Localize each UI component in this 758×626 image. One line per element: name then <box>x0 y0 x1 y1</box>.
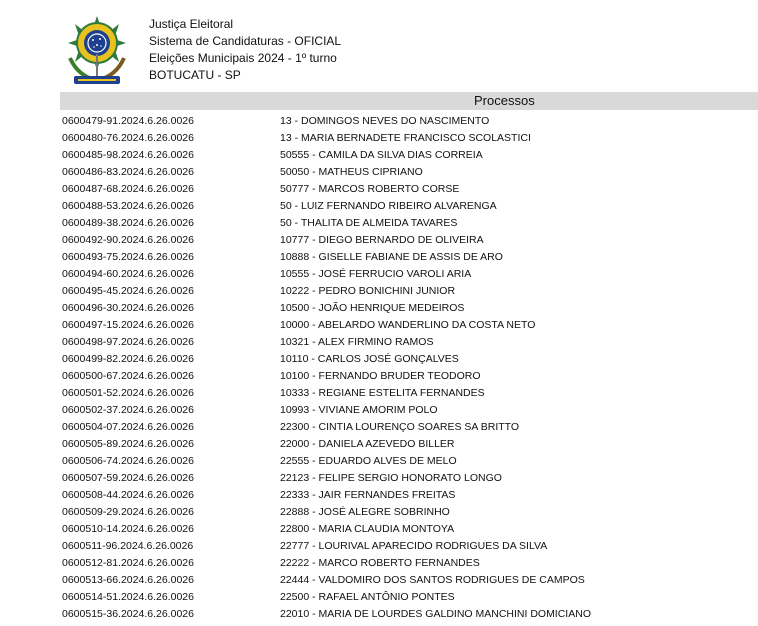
city-name: BOTUCATU - SP <box>149 68 241 82</box>
process-number: 0600505-89.2024.6.26.0026 <box>62 438 194 450</box>
list-item <box>60 555 758 572</box>
candidate-name: 22500 - RAFAEL ANTÔNIO PONTES <box>280 591 455 603</box>
org-name: Justiça Eleitoral <box>149 17 234 31</box>
process-number: 0600514-51.2024.6.26.0026 <box>62 591 194 603</box>
list-item <box>60 130 758 147</box>
candidate-name: 50777 - MARCOS ROBERTO CORSE <box>280 183 460 195</box>
process-number: 0600492-90.2024.6.26.0026 <box>62 234 194 246</box>
process-number: 0600501-52.2024.6.26.0026 <box>62 387 194 399</box>
candidate-name: 50 - LUIZ FERNANDO RIBEIRO ALVARENGA <box>280 200 497 212</box>
candidate-name: 10993 - VIVIANE AMORIM POLO <box>280 404 438 416</box>
process-number: 0600515-36.2024.6.26.0026 <box>62 608 194 620</box>
candidate-name: 22555 - EDUARDO ALVES DE MELO <box>280 455 457 467</box>
list-item <box>60 147 758 164</box>
process-number: 0600486-83.2024.6.26.0026 <box>62 166 194 178</box>
candidate-name: 22222 - MARCO ROBERTO FERNANDES <box>280 557 480 569</box>
list-item <box>60 215 758 232</box>
candidate-name: 13 - DOMINGOS NEVES DO NASCIMENTO <box>280 115 490 127</box>
process-number: 0600480-76.2024.6.26.0026 <box>62 132 194 144</box>
process-number: 0600494-60.2024.6.26.0026 <box>62 268 194 280</box>
candidate-name: 22777 - LOURIVAL APARECIDO RODRIGUES DA SILVA <box>280 540 548 552</box>
list-item <box>60 283 758 300</box>
process-number: 0600512-81.2024.6.26.0026 <box>62 557 194 569</box>
document-header <box>149 16 341 84</box>
list-item <box>60 504 758 521</box>
process-number: 0600506-74.2024.6.26.0026 <box>62 455 194 467</box>
candidate-name: 10222 - PEDRO BONICHINI JUNIOR <box>280 285 456 297</box>
candidate-name: 13 - MARIA BERNADETE FRANCISCO SCOLASTICI <box>280 132 531 144</box>
list-item <box>60 487 758 504</box>
list-item <box>60 538 758 555</box>
process-number: 0600508-44.2024.6.26.0026 <box>62 489 194 501</box>
system-name: Sistema de Candidaturas - OFICIAL <box>149 34 342 48</box>
process-number: 0600498-97.2024.6.26.0026 <box>62 336 194 348</box>
list-item <box>60 572 758 589</box>
list-item <box>60 249 758 266</box>
process-number: 0600499-82.2024.6.26.0026 <box>62 353 194 365</box>
process-list <box>60 113 758 623</box>
process-number: 0600511-96.2024.6.26.0026 <box>62 540 194 552</box>
candidate-name: 22888 - JOSÉ ALEGRE SOBRINHO <box>280 506 450 518</box>
candidate-name: 22300 - CINTIA LOURENÇO SOARES SA BRITTO <box>280 421 520 433</box>
candidate-name: 10333 - REGIANE ESTELITA FERNANDES <box>280 387 485 399</box>
process-number: 0600493-75.2024.6.26.0026 <box>62 251 194 263</box>
process-number: 0600504-07.2024.6.26.0026 <box>62 421 194 433</box>
candidate-name: 22444 - VALDOMIRO DOS SANTOS RODRIGUES DE CAMPOS <box>280 574 585 586</box>
list-item <box>60 589 758 606</box>
list-item <box>60 181 758 198</box>
section-header-bar <box>60 92 758 110</box>
candidate-name: 10888 - GISELLE FABIANE DE ASSIS DE ARO <box>280 251 503 263</box>
process-number: 0600479-91.2024.6.26.0026 <box>62 115 194 127</box>
list-item <box>60 521 758 538</box>
list-item <box>60 470 758 487</box>
list-item <box>60 113 758 130</box>
candidate-name: 10000 - ABELARDO WANDERLINO DA COSTA NETO <box>280 319 536 331</box>
list-item <box>60 266 758 283</box>
process-number: 0600507-59.2024.6.26.0026 <box>62 472 194 484</box>
list-item <box>60 453 758 470</box>
brazil-coat-of-arms-icon <box>60 14 134 88</box>
process-number: 0600500-67.2024.6.26.0026 <box>62 370 194 382</box>
candidate-name: 10555 - JOSÉ FERRUCIO VAROLI ARIA <box>280 268 472 280</box>
candidate-name: 50050 - MATHEUS CIPRIANO <box>280 166 423 178</box>
candidate-name: 10100 - FERNANDO BRUDER TEODORO <box>280 370 481 382</box>
candidate-name: 10777 - DIEGO BERNARDO DE OLIVEIRA <box>280 234 484 246</box>
process-number: 0600509-29.2024.6.26.0026 <box>62 506 194 518</box>
candidate-name: 10110 - CARLOS JOSÉ GONÇALVES <box>280 353 459 365</box>
candidate-name: 22123 - FELIPE SERGIO HONORATO LONGO <box>280 472 502 484</box>
candidate-name: 10321 - ALEX FIRMINO RAMOS <box>280 336 434 348</box>
section-title: Processos <box>474 93 535 108</box>
list-item <box>60 606 758 623</box>
process-number: 0600496-30.2024.6.26.0026 <box>62 302 194 314</box>
process-number: 0600502-37.2024.6.26.0026 <box>62 404 194 416</box>
candidate-name: 22333 - JAIR FERNANDES FREITAS <box>280 489 456 501</box>
list-item <box>60 402 758 419</box>
list-item <box>60 317 758 334</box>
election-name: Eleições Municipais 2024 - 1º turno <box>149 51 337 65</box>
candidate-name: 10500 - JOÃO HENRIQUE MEDEIROS <box>280 302 465 314</box>
list-item <box>60 164 758 181</box>
candidate-name: 22000 - DANIELA AZEVEDO BILLER <box>280 438 455 450</box>
candidate-name: 22010 - MARIA DE LOURDES GALDINO MANCHINI DOMICIANO <box>280 608 591 620</box>
candidate-name: 22800 - MARIA CLAUDIA MONTOYA <box>280 523 455 535</box>
list-item <box>60 419 758 436</box>
list-item <box>60 436 758 453</box>
list-item <box>60 351 758 368</box>
list-item <box>60 198 758 215</box>
list-item <box>60 368 758 385</box>
process-number: 0600513-66.2024.6.26.0026 <box>62 574 194 586</box>
process-number: 0600485-98.2024.6.26.0026 <box>62 149 194 161</box>
list-item <box>60 385 758 402</box>
candidate-name: 50555 - CAMILA DA SILVA DIAS CORREIA <box>280 149 483 161</box>
candidate-name: 50 - THALITA DE ALMEIDA TAVARES <box>280 217 458 229</box>
process-number: 0600488-53.2024.6.26.0026 <box>62 200 194 212</box>
process-number: 0600510-14.2024.6.26.0026 <box>62 523 194 535</box>
list-item <box>60 300 758 317</box>
process-number: 0600489-38.2024.6.26.0026 <box>62 217 194 229</box>
process-number: 0600497-15.2024.6.26.0026 <box>62 319 194 331</box>
list-item <box>60 334 758 351</box>
process-number: 0600487-68.2024.6.26.0026 <box>62 183 194 195</box>
list-item <box>60 232 758 249</box>
process-number: 0600495-45.2024.6.26.0026 <box>62 285 194 297</box>
